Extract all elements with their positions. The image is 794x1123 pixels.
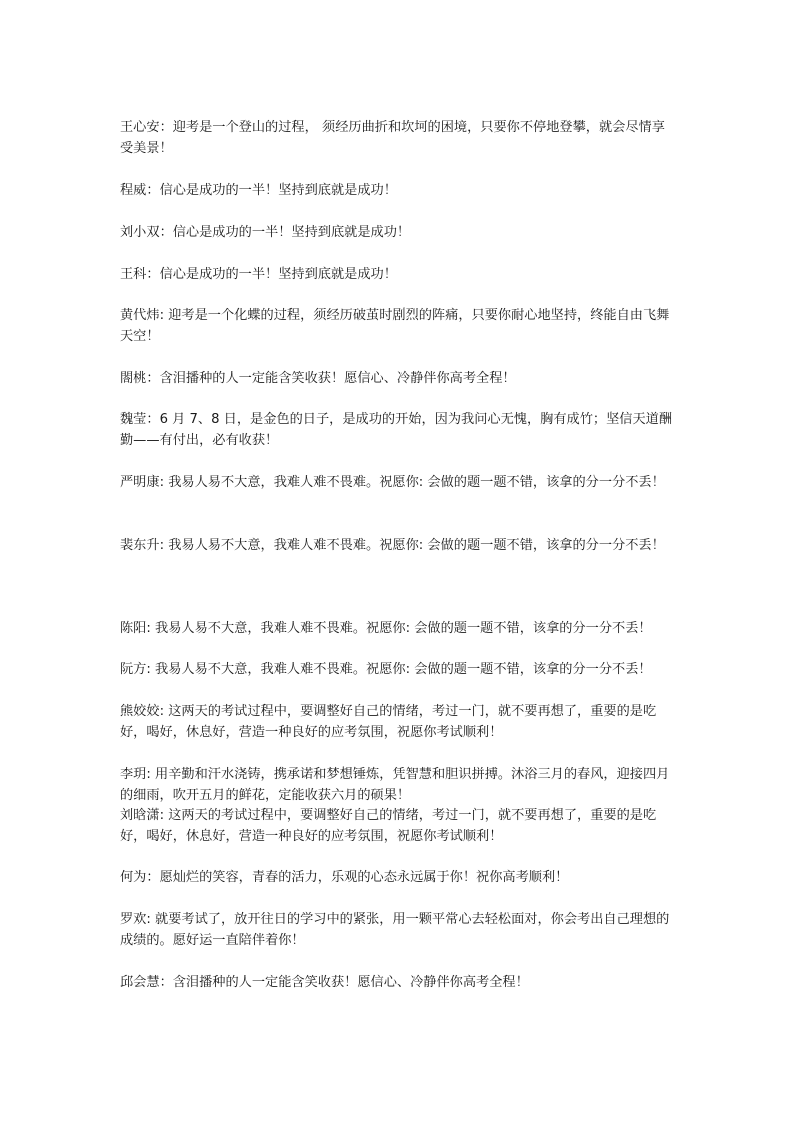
message-paragraph <box>120 305 676 347</box>
message-paragraph <box>120 867 676 888</box>
message-paragraph <box>120 618 676 639</box>
author-name: 刘小双 <box>120 225 160 240</box>
author-name: 严明康 <box>120 475 160 490</box>
message-paragraph <box>120 264 676 285</box>
author-name: 罗欢 <box>120 912 147 927</box>
author-name: 陈阳 <box>120 621 147 636</box>
name-separator: : <box>159 808 169 823</box>
author-name: 閤桃 <box>120 371 147 386</box>
message-text: 这两天的考试过程中，要调整好自己的情绪，考过一门，就不要再想了，重要的是吃好，喝好，休息好，营造一种良好的应考氛围，祝愿你考试顺利！ <box>120 704 657 740</box>
message-text: 信心是成功的一半！坚持到底就是成功！ <box>159 267 397 282</box>
author-name: 裴东升 <box>120 538 160 553</box>
message-text: 愿灿烂的笑容，青春的活力，乐观的心态永远属于你！祝你高考顺利！ <box>159 870 569 885</box>
name-separator: ： <box>159 975 173 990</box>
message-paragraph <box>120 535 676 556</box>
message-paragraph <box>120 472 676 493</box>
name-separator: ： <box>146 267 160 282</box>
name-separator: ： <box>159 120 173 135</box>
author-name: 王科 <box>120 267 147 282</box>
name-separator: : <box>159 308 169 323</box>
message-paragraph <box>120 222 676 243</box>
author-name: 刘晗潇 <box>120 808 160 823</box>
author-name: 熊姣姣 <box>120 704 160 719</box>
name-separator: : <box>146 912 156 927</box>
author-name: 程威 <box>120 183 147 198</box>
message-paragraph <box>120 659 676 680</box>
message-paragraph <box>120 909 676 951</box>
message-text: 信心是成功的一半！坚持到底就是成功！ <box>159 183 397 198</box>
message-text: 含泪播种的人一定能含笑收获！愿信心、冷静伴你高考全程！ <box>172 975 529 990</box>
message-text: 用辛勤和汗水浇铸，携承诺和梦想锤炼，凭智慧和胆识拼搏。沐浴三月的春风，迎接四月的细雨，吹开五月的鲜花，定能收获六月的硕果！ <box>120 767 670 803</box>
message-text: 信心是成功的一半！坚持到底就是成功！ <box>172 225 411 240</box>
name-separator: ： <box>146 183 160 198</box>
message-paragraph <box>120 117 676 159</box>
message-paragraph <box>120 764 676 806</box>
author-name: 何为 <box>120 870 147 885</box>
author-name: 王心安 <box>120 120 160 135</box>
name-separator: ： <box>159 225 173 240</box>
message-paragraph <box>120 972 676 993</box>
message-text: 我易人易不大意，我难人难不畏难。祝愿你: 会做的题一题不错，该拿的分一分不丢！ <box>168 538 665 553</box>
message-text: 含泪播种的人一定能含笑收获！愿信心、冷静伴你高考全程！ <box>159 371 516 386</box>
name-separator: : <box>159 475 169 490</box>
name-separator: : <box>146 621 156 636</box>
message-paragraph <box>120 180 676 201</box>
message-text: 迎考是一个登山的过程， 须经历曲折和坎坷的困境，只要你不停地登攀，就会尽情享受美景！ <box>120 120 665 156</box>
message-paragraph <box>120 368 676 389</box>
name-separator: ： <box>146 371 160 386</box>
name-separator: ： <box>146 870 160 885</box>
name-separator: : <box>146 662 156 677</box>
author-name: 魏莹 <box>120 412 147 427</box>
author-name: 李玥 <box>120 767 147 782</box>
message-text: 我易人易不大意，我难人难不畏难。祝愿你: 会做的题一题不错，该拿的分一分不丢！ <box>155 621 652 636</box>
name-separator: : <box>159 538 169 553</box>
message-text: 就要考试了，放开往日的学习中的紧张，用一颗平常心去轻松面对，你会考出自己理想的成绩的。愿好运一直陪伴着你！ <box>120 912 670 948</box>
message-text: 6 月 7、8 日，是金色的日子，是成功的开始，因为我问心无愧，胸有成竹；坚信天道酬勤——有付出，必有收获！ <box>120 412 673 448</box>
name-separator: ： <box>146 412 160 427</box>
message-paragraph <box>120 805 676 847</box>
name-separator: : <box>146 767 156 782</box>
author-name: 阮方 <box>120 662 147 677</box>
message-paragraph <box>120 701 676 743</box>
message-text: 这两天的考试过程中，要调整好自己的情绪，考过一门，就不要再想了，重要的是吃好，喝好，休息好，营造一种良好的应考氛围，祝愿你考试顺利！ <box>120 808 657 844</box>
message-paragraph <box>120 409 676 451</box>
message-text: 迎考是一个化蝶的过程，须经历破茧时剧烈的阵痛，只要你耐心地坚持，终能自由飞舞天空！ <box>120 308 670 344</box>
message-text: 我易人易不大意，我难人难不畏难。祝愿你: 会做的题一题不错，该拿的分一分不丢！ <box>155 662 652 677</box>
author-name: 黄代炜 <box>120 308 160 323</box>
author-name: 邱会慧 <box>120 975 160 990</box>
name-separator: : <box>159 704 169 719</box>
message-text: 我易人易不大意，我难人难不畏难。祝愿你: 会做的题一题不错，该拿的分一分不丢！ <box>168 475 665 490</box>
